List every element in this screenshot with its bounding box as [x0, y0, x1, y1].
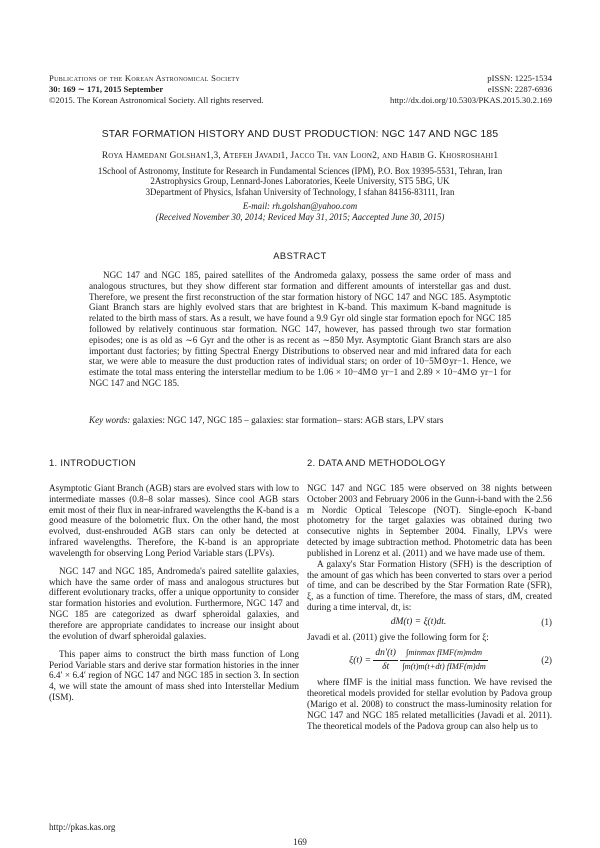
intro-paragraph-3: This paper aims to construct the birth mass function of Long Period Variable stars and derive star formation histories in the inner 6.4′ × 6.4′ region of NGC 147 and NGC 185 in section 3. In section 4, we will state the amount of mass shed into Interstellar Medium (ISM).: [49, 648, 299, 703]
section-heading-introduction: 1. INTRODUCTION: [49, 457, 136, 468]
equation-1-body: dM(t) = ξ(t)dt.: [390, 616, 447, 627]
data-paragraph-4: where fIMF is the initial mass function. We have revised the theoretical models provided for stellar evolution by Padova group (Marigo et al. 2008) to construct the mass-luminosity relation for NGC 147 and NGC 185 related metallicities (Javadi et al. 2011). The theoretical models of the Padova group can also help us to: [307, 677, 552, 731]
affiliations: [40, 166, 560, 197]
journal-name: Publications of the Korean Astronomical Society: [49, 73, 241, 83]
intro-paragraph-2: NGC 147 and NGC 185, Andromeda's paired satellite galaxies, which have the same order of mass and analogous structures but different evolutionary tracks, offer a unique opportunity to consider star formation histories and evolution. Furthermore, NGC 147 and NGC 185 are categorized as dwarf spheroidal galaxies, and therefore are appropriate candidates to increase our insight about the evolution of dwarf spheroidal galaxies.: [49, 565, 299, 641]
keywords-line: [89, 415, 519, 425]
data-paragraph-3: Javadi et al. (2011) give the following form for ξ:: [307, 631, 489, 642]
volume-line: 30: 169 ∼ 171, 2015 September: [49, 84, 164, 94]
fraction-1: [373, 648, 398, 673]
fraction-1-denominator: δt: [382, 661, 390, 672]
issn-header: [322, 73, 552, 106]
pissn: pISSN: 1225-1534: [487, 73, 552, 83]
left-column: [49, 458, 299, 703]
fraction-1-numerator: dn′(t): [373, 648, 398, 661]
author-email[interactable]: E-mail: rh.golshan@yahoo.com: [242, 201, 358, 211]
equation-1: [307, 617, 552, 628]
keywords-label: Key words:: [89, 415, 131, 425]
section-heading-data-methodology: 2. DATA AND METHODOLOGY: [307, 457, 446, 468]
equation-2: [307, 648, 552, 673]
affiliation-3: 3Department of Physics, Isfahan University of Technology, I sfahan 84156-83111, Iran: [145, 186, 455, 197]
equation-2-number: (2): [541, 654, 552, 665]
copyright-line: ©2015. The Korean Astronomical Society. All rights reserved.: [49, 95, 264, 105]
abstract-heading: ABSTRACT: [273, 251, 327, 261]
fraction-2-denominator: ∫m(t)m(t+dt) fIMF(m)dm: [402, 661, 486, 671]
paper-title: STAR FORMATION HISTORY AND DUST PRODUCTION: NGC 147 AND NGC 185: [101, 129, 499, 140]
eissn: eISSN: 2287-6936: [487, 84, 552, 94]
journal-url[interactable]: http://pkas.kas.org: [49, 822, 116, 832]
received-dates: (Received November 30, 2014; Reviced May 31, 2015; Aaccepted June 30, 2015): [155, 212, 445, 222]
fraction-2: [400, 648, 488, 673]
equation-2-lhs: ξ(t) =: [349, 655, 371, 666]
affiliation-1: 1School of Astronomy, Institute for Research in Fundamental Sciences (IPM), P.O. Box 19395-5531, Tehran, Iran: [97, 166, 503, 176]
page-number: 169: [293, 837, 307, 847]
right-column: [307, 458, 552, 732]
doi-link[interactable]: http://dx.doi.org/10.5303/PKAS.2015.30.2.169: [390, 95, 552, 105]
fraction-2-numerator: ∫minmax fIMF(m)mdm: [400, 648, 488, 661]
keywords-text: galaxies: NGC 147, NGC 185 – galaxies: star formation– stars: AGB stars, LPV stars: [132, 415, 444, 425]
data-paragraph-1: NGC 147 and NGC 185 were observed on 38 nights between October 2003 and February 2006 in the Gunn-i-band with the 2.56 m Nordic Optical Telescope (NOT). Single-epoch K-band photometry for the target galaxies was obtained during two consecutive nights in September 2004. Finally, LPVs were detected by image subtraction method. Photometric data has been published in Lorenz et al. (2011) and we have made use of them.: [307, 482, 552, 558]
equation-2-body: [307, 648, 530, 673]
affiliation-2: 2Astrophysics Group, Lennard-Jones Laboratories, Keele University, ST5 5BG, UK: [150, 176, 450, 187]
abstract-text: NGC 147 and NGC 185, paired satellites of the Andromeda galaxy, possess the same order of mass and analogous structures, but they show different star formation and different amounts of interstellar gas and dust. Therefore, we present the first reconstruction of the star formation history of NGC 147 and NGC 185. Asymptotic Giant Branch stars are highly evolved stars that are brightest in K-band. This maximum K-band magnitude is related to the birth mass of stars. As a result, we have found a 9.9 Gyr old single star formation epoch for NGC 185 followed by relatively continuous star formation. NGC 147, however, has passed through two star formation episodes; one is as old as ∼6 Gyr and the other is as recent as ∼850 Myr. Asymptotic Giant Branch stars are also important dust factories; by fitting Spectral Energy Distributions to observed near and mid infrared data for each star, we were able to measure the dust production rates of individual stars; on order of 10−5M⊙yr−1. Hence, we estimate the total mass entering the interstellar medium to be 1.06 × 10−4M⊙ yr−1 and 2.89 × 10−4M⊙ yr−1 for NGC 147 and NGC 185.: [89, 270, 511, 388]
intro-paragraph-1: Asymptotic Giant Branch (AGB) stars are evolved stars with low to intermediate masses (0.8–8 solar masses). Since cool AGB stars emit most of their flux in near-infrared wavelengths the K-band is a good measure of the bolometric flux. On the other hand, the most evolved, dust-enshrouded AGB stars can only be detected at infrared wavelengths. Therefore, the K-band is an appropriate wavelength for observing Long Period Variable stars (LPVs).: [49, 482, 299, 558]
data-paragraph-2: A galaxy's Star Formation History (SFH) is the description of the amount of gas which has been converted to stars over a period of time, and can be described by the Star Formation Rate (SFR), ξ, as a function of time. Therefore, the mass of stars, dM, created during a time interval, dt, is:: [307, 558, 552, 613]
equation-1-number: (1): [541, 616, 552, 627]
author-list: Roya Hamedani Golshan1,3, Atefeh Javadi1, Jacco Th. van Loon2, and Habib G. Khosroshahi1: [101, 151, 499, 161]
